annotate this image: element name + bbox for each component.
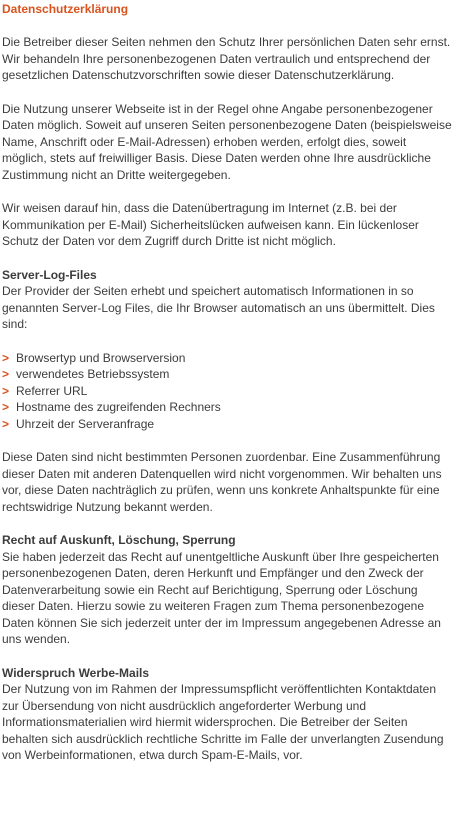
spacer [2,432,452,449]
list-item [2,350,452,367]
spacer [2,648,452,665]
list-item-label: Hostname des zugreifenden Rechners [16,400,221,414]
list-item-label: Referrer URL [16,383,88,398]
section-heading: Recht auf Auskunft, Löschung, Sperrung [2,533,236,547]
chevron-right-icon: > [2,350,10,365]
chevron-right-icon: > [2,383,10,398]
list-item [2,416,452,433]
intro-paragraph-2: Die Nutzung unserer Webseite ist in der Regel ohne Angabe personenbezogener Daten möglich. Soweit auf unseren Seiten personenbezogene Daten (beispielsweise Name, Anschrift oder E-Mail-Adressen) erhoben werden, erfolgt dies, soweit möglich, stets auf freiwilliger Basis. Diese Daten werden ohne Ihre ausdrückliche Zustimmung nicht an Dritte weitergegeben. [2,101,452,182]
rights-text: Sie haben jederzeit das Recht auf unentgeltliche Auskunft über Ihre gespeicherten personenbezogenen Daten, deren Herkunft und Empfänger und den Zweck der Datenverarbeitung sowie ein Recht auf Berichtigung, Sperrung oder Löschung dieser Daten. Hierzu sowie zu weiteren Fragen zum Thema personenbezogene Daten können Sie sich jederzeit unter der im Impressum angegebenen Adresse an uns wenden. [2,549,441,646]
list-item [2,399,452,416]
section-heading: Server-Log-Files [2,267,97,282]
page-title: Datenschutzerklärung [2,2,129,16]
server-log-section [2,267,452,516]
rights-section [2,532,452,648]
spacer [2,250,452,267]
spacer [2,333,452,350]
list-item [2,383,452,400]
spacer [2,17,452,34]
list-item-label: verwendetes Betriebssystem [16,367,170,381]
spacer [2,84,452,101]
chevron-right-icon: > [2,416,10,431]
spacer [2,183,452,200]
chevron-right-icon: > [2,367,10,381]
server-log-after-text: Diese Daten sind nicht bestimmten Personen zuordenbar. Eine Zusammenführung dieser Daten mit anderen Datenquellen wird nicht vorgenommen. Wir behalten uns vor, diese Daten nachträglich zu prüfen, wenn uns konkrete Anhaltspunkte für eine rechtswidrige Nutzung bekannt werden. [2,450,442,514]
list-item-label: Uhrzeit der Serveranfrage [16,416,155,431]
intro-paragraph-1: Die Betreiber dieser Seiten nehmen den Schutz Ihrer persönlichen Daten sehr ernst. Wir behandeln Ihre personenbezogenen Daten vertraulich und entsprechend der gesetzlichen Datenschutzvorschriften sowie dieser Datenschutzerklärung. [2,35,451,82]
list-item-label: Browsertyp und Browserversion [16,350,186,365]
objection-text: Der Nutzung von im Rahmen der Impressumspflicht veröffentlichten Kontaktdaten zur Übersendung von nicht ausdrücklich angeforderter Werbung und Informationsmaterialien wird hiermit widersprochen. Die Betreiber der Seiten behalten sich ausdrücklich rechtliche Schritte im Falle der unverlangten Zusendung von Werbeinformationen, etwa durch Spam-E-Mails, vor. [2,682,444,762]
list-item [2,366,452,383]
server-log-list [2,350,452,433]
intro-paragraph-3: Wir weisen darauf hin, dass die Datenübertragung im Internet (z.B. bei der Kommunikation per E-Mail) Sicherheitslücken aufweisen kann. Ein lückenloser Schutz der Daten vor dem Zugriff durch Dritte ist nicht möglich. [2,201,419,248]
spacer [2,515,452,532]
section-heading: Widerspruch Werbe-Mails [2,665,150,680]
chevron-right-icon: > [2,400,10,414]
server-log-text: Der Provider der Seiten erhebt und speichert automatisch Informationen in so genannten Server-Log Files, die Ihr Browser automatisch an uns übermittelt. Dies sind: [2,284,435,331]
objection-section [2,665,452,764]
